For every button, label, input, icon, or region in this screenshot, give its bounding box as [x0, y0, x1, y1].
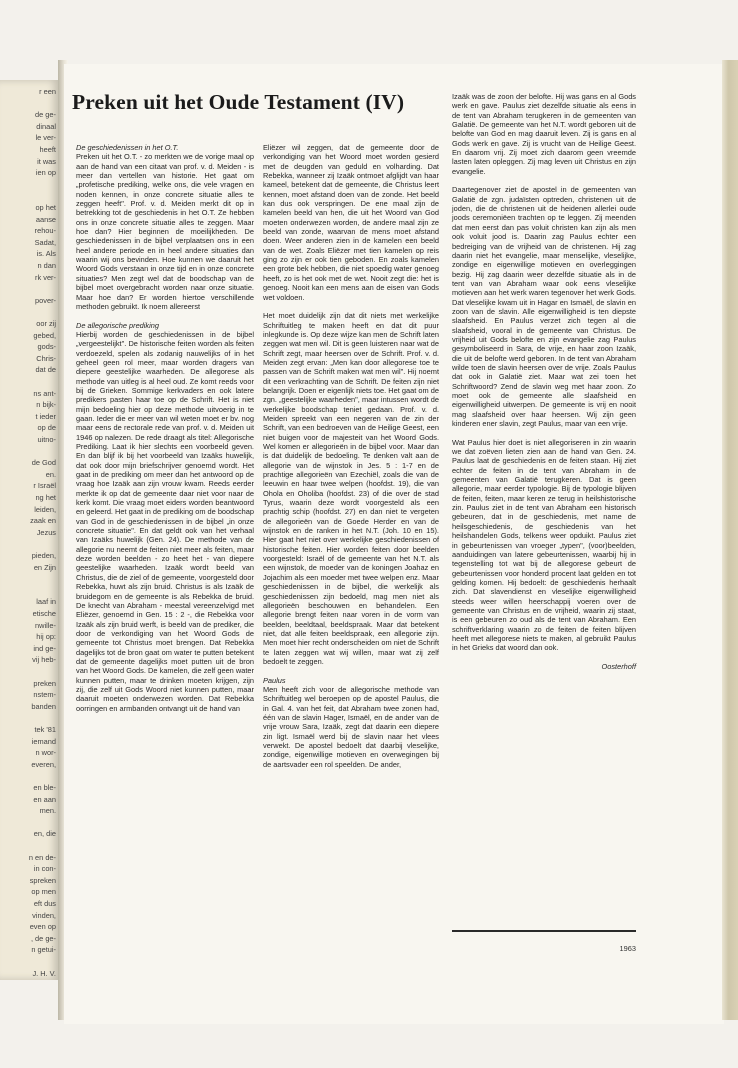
previous-page-fragment: it was: [37, 156, 56, 166]
previous-page-fragment: , de ge-: [30, 933, 56, 943]
previous-page-fragment: op de: [37, 423, 56, 433]
previous-page-fragment: etische: [32, 609, 56, 618]
previous-page-edge: [0, 80, 60, 980]
previous-page-fragment: n getui-: [31, 945, 56, 955]
previous-page-fragment: n bijk-: [36, 400, 56, 410]
previous-page-fragment: t ieder: [35, 411, 56, 421]
previous-page-fragment: Sadat,: [34, 237, 56, 247]
paragraph: Hierbij worden de geschiedenissen in de bijbel „vergeestelijkt". De historische feiten worden als feiten verdoezeld, spelen als zodanig nauwelijks of in het geheel geen rol meer, maar worden dragers van diepere geestelijke waarheden. De allegorese als methode van uitleg is al heel oud. Ze komt reeds voor bij de Grieken. Sommige kerkvaders en ook latere predikers pasten haar toe op de Schrift. Het is niet mijn bedoeling hier op deze methode uitvoerig in te gaan. Ieder die er meer van wil weten moet er bv. nog maar eens de rectorale rede van prof. v. d. Meiden uit 1946 op nalezen. De rede draagt als titel: Allegorische Prediking. Laat ik hier slechts een voorbeeld geven. En dan blijf ik bij het voorbeeld van Izaäks huwelijk, dat ook door mijn briefschrijver genoemd wordt. Het gaat in de prediking om meer dan het antwoord op de vraag hoe Izaäk aan zijn vrouw kwam. Reeds eerder merkte ik op dat de gemeente daar niet voor naar de kerk komt. Die vraag moet eiders worden beantwoord en geleerd. Het gaat in de prediking om de boodschap van God in de geschiedenissen in de bijbel „in onze concrete situatie". En dat geldt ook van het verhaal van Izaäks huwelijk (Gen. 24). De methode van de allegorie nu neemt de feiten niet meer als feiten, maar deze worden beelden - zo heet het - van diepere geestelijke waarheden. Izaäk wordt beeld van Christus, die de ziel of de gemeente, voorgesteld door Rebekka, huwt als zijn bruid. Christus is als Izaäk de bruidegom en de gemeente is als Rebekka de bruid. De knecht van Abraham - meestal vereenzelvigd met Eliëzer, genoemd in Gen. 15 : 2 -, die Rebekka voor Izaäk als zijn bruid werft, is beeld van de prediker, die door de verkondiging van het Woord Gods de gemeente tot Christus moet brengen. Dat Rebekka dagelijks tot de bron gaat om water te putten betekent dat de gemeente dagelijks moet putten uit de bron van het Woord Gods. De kamelen, die zelf geen water kunnen putten, maar te drinken moeten krijgen, zijn zij, die zelf uit Gods Woord niet kunnen putten, maar daaruit moeten onderwezen worden. Dat Rebekka oorringen en armbanden ontvangt uit de hand van: [76, 329, 254, 713]
previous-page-fragment: en aan: [33, 794, 56, 804]
text-column-3: [452, 92, 636, 681]
previous-page-fragment: pieden,: [31, 551, 56, 560]
previous-page-fragment: everen,: [31, 759, 56, 769]
previous-page-fragment: n wor-: [35, 748, 56, 758]
previous-page-fragment: op het: [35, 203, 56, 212]
previous-page-fragment: en, die: [33, 829, 56, 839]
paragraph: Men heeft zich voor de allegorische methode van Schriftuitleg wel beroepen op de apostel Paulus, die in Gal. 4. van het feit, dat Abraham twee zonen had, één van de slavin Hager, Ismaël, en de ander van de vrije vrouw Sara, Izaäk, zegt dat daarin een diepere zin ligt. Ismaël werd bij de slavin naar het vlees verwekt. De apostel bedoelt dat daarbij vleselijke, zondige, eigenwillige motieven en overwegingen bij de aartsvader een rol speelden. De ander,: [263, 684, 439, 769]
previous-page-fragment: tek '81: [34, 725, 56, 734]
previous-page-fragment: gods-: [37, 342, 56, 352]
previous-page-fragment: J. H. V.: [32, 968, 56, 978]
previous-page-fragment: ns ant-: [33, 388, 56, 398]
previous-page-fragment: rehou-: [34, 226, 56, 236]
previous-page-fragment: de ge-: [35, 110, 56, 120]
subheading: De allegorische prediking: [76, 320, 159, 330]
previous-page-fragment: dinaal: [36, 121, 56, 131]
previous-page-fragment: men.: [39, 806, 56, 816]
previous-page-fragment: n dan: [37, 261, 56, 270]
paragraph: Wat Paulus hier doet is niet allegoriseren in zin waarin we dat zoëven lieten zien aan de hand van Gen. 24. Paulus laat de geschiedenis en de feiten staan. Hij ziet echter de feiten in de tent van Abraham in de gemeenten van Galatië terugkeren. Dat is geen allegorie, maar eerder typologie. Bij de typologie blijven de feiten, feiten, maar keren ze terug in heilshistorische zin. Paulus ziet in de tent van Abraham een historisch gebeuren, dat in de geschiedenis, met name de heilsgeschiedenis, de geschiedenis van het heilshandelen Gods, telkens weer opduikt. Paulus ziet in gebeurtenissen van vroeger „typen", (voor)beelden, aanduidingen van latere gebeurtenissen, waarbij hij in tegenstelling tot wat bij de allegorese gebeurt de gebeurtenissen voor honderd procent laat gelden en tot gelding komen. Hij bedoelt: de geschiedenis herhaalt zich. Dat slavendienst en vleselijke eigenwilligheid steeds weer willen heerschappij voeren over de gemeente van Christus en de vrijheid, waarin zij staat, is een gebeuren zo oud als de tent van Abraham. Een schriftverklaring waarin zo de feiten de feiten blijven heeft met allegorese niets te maken, al gebruikt Paulus in het Grieks dat woord dan ook.: [452, 437, 636, 653]
previous-page-fragment: oor zij: [36, 319, 56, 328]
closing-rule: [452, 930, 636, 932]
paragraph: Eliëzer wil zeggen, dat de gemeente door de verkondiging van het Woord moet worden gesierd met de deugden van geduld en volharding. Dat Rebekka, wanneer zij Izaäk ontmoet afglijdt van haar kameel, betekent dat de gemeente, die Christus leert kennen, moet afstand doen van de zonde. Het beeld kan dus ook verspringen. De ene maal zijn de kamelen beeld van hen, die uit het Woord van God moeten onderwezen worden, de andere maal zijn ze beeld van zonde, waarvan de mens moet afstand doen. Weer anderen zien in de kamelen een beeld van de wet. Zoals Eliëzer met tien kamelen op reis ging zo zijn er ook tien geboden. En zoals kamelen een grote bek hebben, die niet spoedig water genoeg heeft, zo is het ook met de wet. Nooit zegt die: het is genoeg. Nooit kan een mens aan de eisen van Gods wet voldoen.: [263, 143, 439, 302]
previous-page-fragment: uitno-: [37, 435, 56, 444]
previous-page-fragment: leiden,: [34, 504, 56, 514]
previous-page-fragment: aanse: [35, 214, 56, 224]
previous-page-fragment: zaak en: [30, 516, 56, 526]
previous-page-fragment: ng het: [35, 493, 56, 502]
paragraph: Izaäk was de zoon der belofte. Hij was gans en al Gods werk en gave. Paulus ziet dezelfde situatie als eens in de tent van Abraham terugkeren in de gemeenten van Galatië. De gemeente van het N.T. wordt geboren uit de belofte van God en mag daaruit leven. Zij is gans en al Gods werk en gave. Zij is vrucht van de Heilige Geest. En daarom vrij. Zij moet zich daarom geen vreemde lasten laten opleggen. Zij mag leven uit Christus en zijn evangelie.: [452, 92, 636, 176]
previous-page-fragment: in con-: [33, 864, 56, 874]
previous-page-fragment: banden: [31, 701, 56, 711]
previous-page-fragment: rk ver-: [35, 272, 56, 282]
previous-page-fragment: en.: [45, 469, 56, 479]
previous-page-fragment: vinden,: [32, 910, 56, 920]
previous-page-fragment: pover-: [35, 295, 56, 305]
previous-page-fragment: Chris-: [36, 353, 56, 363]
previous-page-fragment: hij op:: [36, 632, 56, 642]
previous-page-fragment: ind ge-: [33, 643, 56, 653]
author-signature: Oosterhoff: [601, 661, 636, 671]
previous-page-fragment: de God: [31, 458, 56, 468]
previous-page-fragment: preken: [33, 678, 56, 688]
previous-page-fragment: le ver-: [35, 133, 56, 143]
previous-page-fragment: laaf in: [36, 597, 56, 607]
previous-page-fragment: even op: [29, 922, 56, 932]
previous-page-fragment: nwille-: [35, 620, 56, 630]
previous-page-fragment: en ble-: [33, 783, 56, 792]
previous-page-fragment: en Zijn: [33, 562, 56, 572]
previous-page-fragment: vij heb-: [32, 655, 56, 665]
previous-page-fragment: is. Als: [36, 249, 56, 259]
previous-page-fragment: heeft: [39, 145, 56, 154]
subheading: Paulus: [263, 675, 286, 685]
page-number: 1963: [619, 944, 636, 953]
text-column-1: [76, 143, 254, 722]
paragraph: Het moet duidelijk zijn dat dit niets met werkelijke Schriftuitleg te maken heeft en dat dit puur inlegkunde is. Op deze wijze kan men de Schrift laten zeggen wat men wil. Dit is geen luisteren naar wat de Schrift zegt, maar heersen over de Schrift. Prof. v. d. Meiden zegt ervan: „Men kan door allegorese toe te passen van de Schrift maken wat men wil". Hij noemt dit een verkrachting van de Schrift. De feiten zijn niet belangrijk. Doen er eigenlijk niets toe. Het gaat om de zgn. „geestelijke waarheden", maar intussen wordt de werkelijke boodschap teniet gedaan. Prof. v. d. Meiden spreekt van een negeren van de zin der Schrift, van een bedroeven van de Heilige Geest, een niet buigen voor de majesteit van het Woord Gods. Wel komen er allegorieën in de bijbel voor. Maar dan is dat duidelijk de bedoeling. Te denken valt aan de allegorie van de wijnstok in Jes. 5 : 1-7 en de prachtige allegorieën van Ezechiël, zoals die van de leeuwin en haar twee welpen (hoofdst. 19), die van Ohola en Oholiba (hoofdst. 23) of die over de stad Tyrus, waarin deze wordt voorgesteld als een prachtig schip (hoofdst. 27) en dan niet te vergeten de allegorieën van de Goede Herder en van de wijnstok en de ranken in het N.T. (Joh. 10 en 15). Hier gaat het niet over werkelijke geschiedenissen of historische feiten. Hier worden feiten door beelden voorgesteld: Israël of de gemeente van het N.T. als een wijnstok, de moeder van de koningen Joahaz en Jojachim als een moeder met twee welpen enz. Maar geschiedenissen in de bijbel, die werkelijk als geschiedenissen zijn bedoeld, mag men niet als allegorieën beschouwen en behandelen. Een allegorie brengt feiten naar voren in de vorm van beelden, beeldtaal, beeldspraak. Maar dat betekent niet, dat alle feiten beeldspraak, een allegorie zijn. Men moet hier recht onderscheiden om niet de Schrift te laten zeggen wat wij willen, maar wat zij zelf bedoelt te zeggen.: [263, 311, 439, 666]
previous-page-fragment: n en de-: [28, 852, 56, 862]
text-column-2: [263, 143, 439, 778]
previous-page-fragment: op men: [31, 887, 56, 897]
right-page-edge: [722, 60, 738, 1020]
previous-page-fragment: nstem-: [33, 690, 56, 700]
previous-page-fragment: iemand: [31, 736, 56, 746]
previous-page-fragment: ien op: [35, 168, 56, 178]
previous-page-fragment: Jezus: [36, 527, 56, 537]
previous-page-fragment: spreken: [29, 875, 56, 885]
paragraph: Daartegenover ziet de apostel in de gemeenten van Galatië de zgn. judaïsten optreden, christenen uit de joden, die de christenen uit de heidenen allerlei oude joods ceremoniëen trachten op te leggen. Zij meenden dat men eerst dan pas voluit christen kan zijn als men ook voluit jood is. Daarin zag Paulus echter een bedreiging van de vrijheid van de christenen. Hij zag daarin niet het evangelie, maar menselijke, vleselijke, zondige en eigenwillige motieven en overleggingen bezig. Hij zag daarin weer dezelfde situatie als in de tent van van Abraham waar ook eens vleselijke motieven aan het werk waren tegenover het werk Gods. Dat vleselijke kwam uit in Hagar en Ismaël, de slavin en zoon van de slavin. Alle eigenwilligheid is ten diepste slaafsheid. En Paulus verzet zich tegen al die slaafsheid, vooral in de gemeente van Christus. De vrijheid uit Gods belofte en zijn evangelie zag Paulus gesymboliseerd in Sara, de vrije, en haar zoon Izaäk, die uit de belofte werd geboren. In de tent van Abraham wilde toen de slavin heersen over de vrije. Zoals Paulus dat ook in Galatië ziet. Maar wat zei toen het Schriftwoord? Zend de slavin weg met haar zoon. Zo moet ook de gemeente alle slaafsheid en eigenwilligheid uitwerpen. De gemeente is vrij en nooit mag slaafsheid over haar heersen. Wij zijn geen kinderen ener slavin, zegt Paulus, maar van een vrije.: [452, 185, 636, 429]
previous-page-fragment: r Israël: [33, 481, 56, 491]
paragraph: Preken uit het O.T. - zo merkten we de vorige maal op aan de hand van een citaat van prof. v. d. Meiden - is meer dan vertellen van historie. Het gaat om „profetische prediking, welke ons, die vele vragen en noden kennen, in onze concrete situatie alles te zeggen heeft". Prof. v. d. Meiden merkt dit op in betrekking tot de geschiedenis in het O.T. Ze hebben ons in onze concrete situatie alles te zeggen. Maar hoe dan? Hier beginnen de moeilijkheden. De geschiedenissen in de bijbel verplaatsen ons in een heel andere periode en in heel andere situaties dan waarin wij ons bevinden. Hoe kunnen we daaruit het Woord Gods verstaan in onze tijd en in onze concrete situaties? Men zegt wel dat de boodschap van de bijbel moet overgebracht worden naar onze situatie. Maar hoe dan? Er worden hiertoe verschillende methoden gebruikt. Ik noem allereerst: [76, 152, 254, 311]
previous-page-fragment: eft dus: [33, 899, 56, 908]
previous-page-fragment: r een: [39, 87, 56, 96]
article-title: Preken uit het Oude Testament (IV): [72, 90, 405, 114]
previous-page-fragment: gebed,: [33, 330, 56, 340]
previous-page-fragment: dat de: [35, 365, 56, 375]
subheading: De geschiedenissen in het O.T.: [76, 143, 179, 152]
